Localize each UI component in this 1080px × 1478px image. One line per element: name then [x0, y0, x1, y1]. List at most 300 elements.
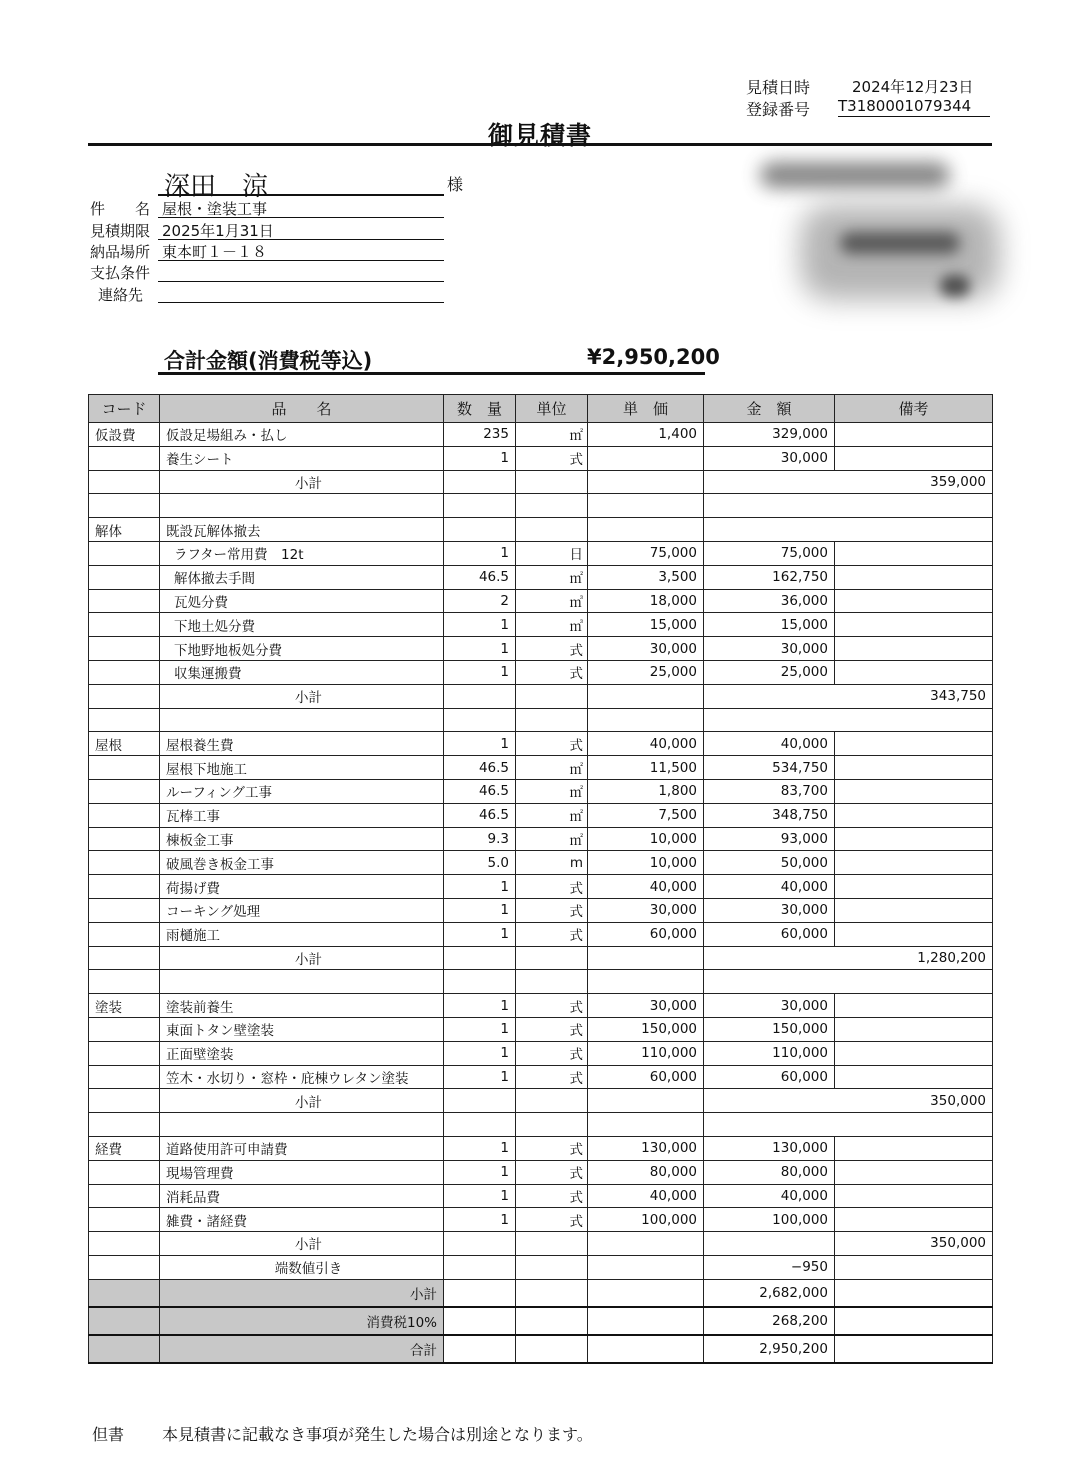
row-unit: 式	[516, 922, 588, 946]
row-unit-price: 60,000	[588, 922, 704, 946]
row-amount: 100,000	[704, 1208, 835, 1232]
row-unit	[516, 1255, 588, 1279]
row-code	[89, 660, 160, 684]
total-amount-label: 合計金額(消費税等込)	[164, 349, 373, 373]
table-row	[89, 851, 993, 875]
row-amount-merged	[704, 708, 993, 732]
row-unit-price	[588, 970, 704, 994]
row-quantity	[444, 1232, 516, 1256]
table-row	[89, 613, 993, 637]
row-unit: 式	[516, 1160, 588, 1184]
row-unit: 式	[516, 994, 588, 1018]
row-item-name: 棟板金工事	[160, 827, 444, 851]
row-item-name: 屋根下地施工	[160, 756, 444, 780]
header-amount: 金 額	[704, 395, 835, 423]
row-unit-price	[588, 1307, 704, 1335]
subtotal-label: 小計	[160, 1089, 444, 1113]
row-unit	[516, 1279, 588, 1307]
blank-row	[89, 708, 993, 732]
row-unit-price: 15,000	[588, 613, 704, 637]
row-remarks	[835, 732, 993, 756]
row-item-name: 東面トタン壁塗装	[160, 1017, 444, 1041]
info-rule	[158, 217, 444, 218]
subtotal-row	[89, 946, 993, 970]
info-label-contact: 連絡先	[98, 286, 144, 304]
date-value: 2024年12月23日	[852, 78, 974, 96]
row-item-name	[160, 970, 444, 994]
row-unit-price	[588, 1335, 704, 1363]
row-quantity: 1	[444, 1017, 516, 1041]
row-unit-price	[588, 470, 704, 494]
grand-total-label: 小計	[160, 1279, 444, 1307]
row-remarks	[835, 589, 993, 613]
row-unit-price	[588, 1279, 704, 1307]
row-remarks	[835, 898, 993, 922]
row-unit-price	[588, 1232, 704, 1256]
note-text: 本見積書に記載なき事項が発生した場合は別途となります。	[162, 1425, 593, 1444]
row-code	[89, 446, 160, 470]
info-label-deadline: 見積期限	[90, 222, 151, 240]
row-quantity: 1	[444, 1160, 516, 1184]
row-unit-price: 3,500	[588, 565, 704, 589]
row-unit-price	[588, 1113, 704, 1137]
client-name: 深田 涼	[164, 172, 269, 202]
row-amount: 75,000	[704, 541, 835, 565]
row-item-name	[160, 494, 444, 518]
row-item-name: 仮設足場組み・払し	[160, 423, 444, 447]
row-quantity	[444, 970, 516, 994]
row-unit	[516, 1113, 588, 1137]
row-unit-price: 18,000	[588, 589, 704, 613]
header-item-name: 品 名	[160, 395, 444, 423]
row-quantity: 1	[444, 541, 516, 565]
row-amount: 36,000	[704, 589, 835, 613]
subtotal-value: 350,000	[835, 1232, 993, 1256]
row-quantity: 1	[444, 922, 516, 946]
row-quantity: 46.5	[444, 779, 516, 803]
row-remarks	[835, 994, 993, 1018]
subtotal-row	[89, 470, 993, 494]
row-unit-price: 110,000	[588, 1041, 704, 1065]
row-item-name: 荷揚げ費	[160, 875, 444, 899]
header-unit: 単位	[516, 395, 588, 423]
info-rule	[158, 260, 444, 261]
row-unit-price: 1,800	[588, 779, 704, 803]
header-unit-price: 単 価	[588, 395, 704, 423]
row-item-name: 正面壁塗装	[160, 1041, 444, 1065]
subtotal-row	[89, 1232, 993, 1256]
row-amount-merged	[704, 970, 993, 994]
table-row	[89, 1041, 993, 1065]
row-remarks	[835, 827, 993, 851]
row-code	[89, 1208, 160, 1232]
row-unit	[516, 684, 588, 708]
info-value-location: 東本町１－１８	[162, 243, 268, 261]
row-unit	[516, 970, 588, 994]
row-remarks	[835, 565, 993, 589]
row-remarks	[835, 1335, 993, 1363]
row-unit	[516, 470, 588, 494]
row-quantity	[444, 470, 516, 494]
row-code	[89, 494, 160, 518]
row-quantity: 2	[444, 589, 516, 613]
info-rule	[158, 302, 444, 303]
row-unit: ㎡	[516, 779, 588, 803]
table-row	[89, 994, 993, 1018]
row-amount: 150,000	[704, 1017, 835, 1041]
row-code: 仮設費	[89, 423, 160, 447]
table-row	[89, 1184, 993, 1208]
row-code	[89, 756, 160, 780]
row-quantity: 1	[444, 1136, 516, 1160]
estimate-table	[88, 394, 993, 1364]
row-unit-price: 60,000	[588, 1065, 704, 1089]
row-amount: 329,000	[704, 423, 835, 447]
table-header-row	[89, 395, 993, 423]
row-unit	[516, 1232, 588, 1256]
row-amount-merged	[704, 1113, 993, 1137]
blank-row	[89, 494, 993, 518]
row-item-name: 道路使用許可申請費	[160, 1136, 444, 1160]
row-item-name: ラフター常用費 12t	[160, 541, 444, 565]
row-amount: 30,000	[704, 994, 835, 1018]
row-quantity: 1	[444, 994, 516, 1018]
row-quantity	[444, 1307, 516, 1335]
subtotal-value: 343,750	[704, 684, 993, 708]
row-quantity: 1	[444, 446, 516, 470]
table-row	[89, 1208, 993, 1232]
row-quantity	[444, 684, 516, 708]
row-amount: 162,750	[704, 565, 835, 589]
row-code	[89, 1184, 160, 1208]
grand-total-label: 消費税10%	[160, 1307, 444, 1335]
row-remarks	[835, 1184, 993, 1208]
row-quantity: 1	[444, 732, 516, 756]
row-code	[89, 803, 160, 827]
row-remarks	[835, 1017, 993, 1041]
table-row	[89, 589, 993, 613]
row-code	[89, 1160, 160, 1184]
row-remarks	[835, 922, 993, 946]
row-unit-price	[588, 1255, 704, 1279]
subtotal-label: 小計	[160, 1232, 444, 1256]
row-item-name: 瓦処分費	[160, 589, 444, 613]
row-quantity: 235	[444, 423, 516, 447]
row-remarks	[835, 803, 993, 827]
row-unit	[516, 946, 588, 970]
row-unit: m	[516, 851, 588, 875]
note-label: 但書	[92, 1425, 125, 1444]
row-code: 経費	[89, 1136, 160, 1160]
row-unit: 式	[516, 1184, 588, 1208]
row-item-name: 雨樋施工	[160, 922, 444, 946]
row-code: 塗装	[89, 994, 160, 1018]
row-code	[89, 1017, 160, 1041]
row-unit	[516, 494, 588, 518]
discount-value: −950	[704, 1255, 835, 1279]
row-item-name: 養生シート	[160, 446, 444, 470]
honorific: 様	[447, 175, 464, 194]
row-quantity	[444, 1089, 516, 1113]
row-remarks	[835, 1279, 993, 1307]
row-amount: 40,000	[704, 1184, 835, 1208]
row-unit	[516, 1089, 588, 1113]
row-item-name: 下地野地板処分費	[160, 637, 444, 661]
row-unit-price: 150,000	[588, 1017, 704, 1041]
subtotal-value: 1,280,200	[704, 946, 993, 970]
blank-row	[89, 970, 993, 994]
grand-total-row	[89, 1307, 993, 1335]
row-amount: 40,000	[704, 732, 835, 756]
row-item-name: 笠木・水切り・窓枠・庇棟ウレタン塗装	[160, 1065, 444, 1089]
info-label-location: 納品場所	[90, 243, 151, 261]
row-item-name: 収集運搬費	[160, 660, 444, 684]
row-unit-price: 10,000	[588, 827, 704, 851]
row-unit-price: 130,000	[588, 1136, 704, 1160]
subtotal-row	[89, 684, 993, 708]
row-unit-price: 10,000	[588, 851, 704, 875]
row-amount-merged	[704, 494, 993, 518]
row-amount: 40,000	[704, 875, 835, 899]
row-quantity: 1	[444, 660, 516, 684]
row-amount: 30,000	[704, 446, 835, 470]
row-unit-price	[588, 684, 704, 708]
discount-row	[89, 1255, 993, 1279]
row-remarks	[835, 1255, 993, 1279]
table-row	[89, 1160, 993, 1184]
subtotal-row	[89, 1089, 993, 1113]
discount-label: 端数値引き	[160, 1255, 444, 1279]
row-unit: ㎡	[516, 565, 588, 589]
row-remarks	[835, 1136, 993, 1160]
row-amount-merged	[704, 518, 993, 542]
grand-total-label: 合計	[160, 1335, 444, 1363]
row-unit: ㎡	[516, 827, 588, 851]
total-amount-value: ¥2,950,200	[587, 345, 720, 369]
row-code: 屋根	[89, 732, 160, 756]
row-code	[89, 1041, 160, 1065]
row-amount: 60,000	[704, 922, 835, 946]
row-code	[89, 1232, 160, 1256]
row-unit-price: 7,500	[588, 803, 704, 827]
row-code: 解体	[89, 518, 160, 542]
row-code	[89, 1113, 160, 1137]
row-item-name: 下地土処分費	[160, 613, 444, 637]
row-unit-price: 80,000	[588, 1160, 704, 1184]
row-unit: ㎥	[516, 589, 588, 613]
row-quantity: 1	[444, 1041, 516, 1065]
row-item-name: ルーフィング工事	[160, 779, 444, 803]
row-code	[89, 946, 160, 970]
row-unit-price: 75,000	[588, 541, 704, 565]
row-unit: ㎡	[516, 423, 588, 447]
row-remarks	[835, 613, 993, 637]
row-amount: 30,000	[704, 898, 835, 922]
row-quantity: 1	[444, 875, 516, 899]
row-amount: 60,000	[704, 1065, 835, 1089]
table-row	[89, 446, 993, 470]
row-unit: 式	[516, 1208, 588, 1232]
row-amount: 110,000	[704, 1041, 835, 1065]
row-unit: 式	[516, 1041, 588, 1065]
row-unit-price: 100,000	[588, 1208, 704, 1232]
row-quantity: 5.0	[444, 851, 516, 875]
row-unit: 式	[516, 875, 588, 899]
row-code	[89, 827, 160, 851]
row-amount	[704, 1232, 835, 1256]
row-unit: ㎥	[516, 613, 588, 637]
row-quantity: 9.3	[444, 827, 516, 851]
row-remarks	[835, 1208, 993, 1232]
row-quantity	[444, 1279, 516, 1307]
row-unit-price: 40,000	[588, 875, 704, 899]
row-code	[89, 565, 160, 589]
row-amount: 83,700	[704, 779, 835, 803]
row-remarks	[835, 446, 993, 470]
row-item-name: 破風巻き板金工事	[160, 851, 444, 875]
info-value-subject: 屋根・塗装工事	[162, 200, 268, 218]
row-unit-price: 40,000	[588, 1184, 704, 1208]
row-quantity	[444, 1255, 516, 1279]
row-remarks	[835, 851, 993, 875]
row-amount: 534,750	[704, 756, 835, 780]
row-unit-price	[588, 518, 704, 542]
row-remarks	[835, 1160, 993, 1184]
row-item-name: コーキング処理	[160, 898, 444, 922]
row-unit-price	[588, 1089, 704, 1113]
row-remarks	[835, 423, 993, 447]
row-item-name: 塗装前養生	[160, 994, 444, 1018]
row-quantity: 1	[444, 1184, 516, 1208]
row-unit-price: 30,000	[588, 994, 704, 1018]
row-unit: 式	[516, 898, 588, 922]
redacted-stamp	[940, 275, 970, 297]
row-code	[89, 541, 160, 565]
row-item-name	[160, 708, 444, 732]
row-remarks	[835, 1041, 993, 1065]
client-rule	[158, 194, 444, 196]
info-label-payment: 支払条件	[90, 264, 151, 282]
row-unit-price: 40,000	[588, 732, 704, 756]
subtotal-value: 350,000	[704, 1089, 993, 1113]
row-unit-price	[588, 708, 704, 732]
subtotal-value: 359,000	[704, 470, 993, 494]
row-quantity	[444, 518, 516, 542]
table-row	[89, 779, 993, 803]
info-rule	[158, 281, 444, 282]
row-code	[89, 875, 160, 899]
row-code	[89, 1089, 160, 1113]
info-value-deadline: 2025年1月31日	[162, 222, 274, 240]
grand-total-row	[89, 1279, 993, 1307]
row-unit: ㎡	[516, 756, 588, 780]
row-amount: 80,000	[704, 1160, 835, 1184]
table-row	[89, 565, 993, 589]
info-rule	[158, 239, 444, 240]
row-quantity: 46.5	[444, 565, 516, 589]
row-amount: 30,000	[704, 637, 835, 661]
table-row	[89, 660, 993, 684]
row-code	[89, 1335, 160, 1363]
table-row	[89, 1065, 993, 1089]
row-amount: 50,000	[704, 851, 835, 875]
row-unit-price: 1,400	[588, 423, 704, 447]
row-quantity: 1	[444, 1208, 516, 1232]
row-quantity: 46.5	[444, 756, 516, 780]
row-unit-price	[588, 446, 704, 470]
redacted-company-name	[760, 162, 950, 188]
row-unit	[516, 708, 588, 732]
row-code	[89, 1307, 160, 1335]
row-code	[89, 684, 160, 708]
row-code	[89, 708, 160, 732]
table-row	[89, 541, 993, 565]
row-remarks	[835, 541, 993, 565]
table-row	[89, 922, 993, 946]
row-unit: ㎡	[516, 803, 588, 827]
row-quantity: 1	[444, 898, 516, 922]
row-unit-price	[588, 494, 704, 518]
row-item-name: 消耗品費	[160, 1184, 444, 1208]
row-item-name: 雑費・諸経費	[160, 1208, 444, 1232]
table-row	[89, 898, 993, 922]
row-unit: 式	[516, 1065, 588, 1089]
row-amount: 348,750	[704, 803, 835, 827]
table-row	[89, 827, 993, 851]
row-quantity: 1	[444, 613, 516, 637]
row-quantity	[444, 708, 516, 732]
table-row	[89, 518, 993, 542]
row-unit	[516, 1335, 588, 1363]
row-unit-price: 30,000	[588, 637, 704, 661]
row-unit-price: 25,000	[588, 660, 704, 684]
row-quantity	[444, 1335, 516, 1363]
row-item-name	[160, 1113, 444, 1137]
grand-total-row	[89, 1335, 993, 1363]
grand-total-value: 268,200	[704, 1307, 835, 1335]
row-unit: 式	[516, 732, 588, 756]
row-remarks	[835, 756, 993, 780]
blank-row	[89, 1113, 993, 1137]
row-unit-price: 11,500	[588, 756, 704, 780]
header-code: コード	[89, 395, 160, 423]
row-remarks	[835, 875, 993, 899]
header-remarks: 備考	[835, 395, 993, 423]
row-amount: 130,000	[704, 1136, 835, 1160]
row-unit: 式	[516, 1136, 588, 1160]
total-rule	[158, 372, 705, 375]
row-remarks	[835, 1065, 993, 1089]
row-remarks	[835, 779, 993, 803]
row-code	[89, 779, 160, 803]
table-row	[89, 637, 993, 661]
registration-label: 登録番号	[746, 100, 811, 119]
registration-number: T3180001079344	[838, 97, 990, 117]
grand-total-value: 2,950,200	[704, 1335, 835, 1363]
row-amount: 93,000	[704, 827, 835, 851]
row-amount: 25,000	[704, 660, 835, 684]
row-item-name: 既設瓦解体撤去	[160, 518, 444, 542]
row-unit: 日	[516, 541, 588, 565]
subtotal-label: 小計	[160, 684, 444, 708]
grand-total-value: 2,682,000	[704, 1279, 835, 1307]
row-unit	[516, 1307, 588, 1335]
table-row	[89, 423, 993, 447]
row-unit: 式	[516, 637, 588, 661]
row-code	[89, 470, 160, 494]
row-code	[89, 589, 160, 613]
row-unit: 式	[516, 446, 588, 470]
